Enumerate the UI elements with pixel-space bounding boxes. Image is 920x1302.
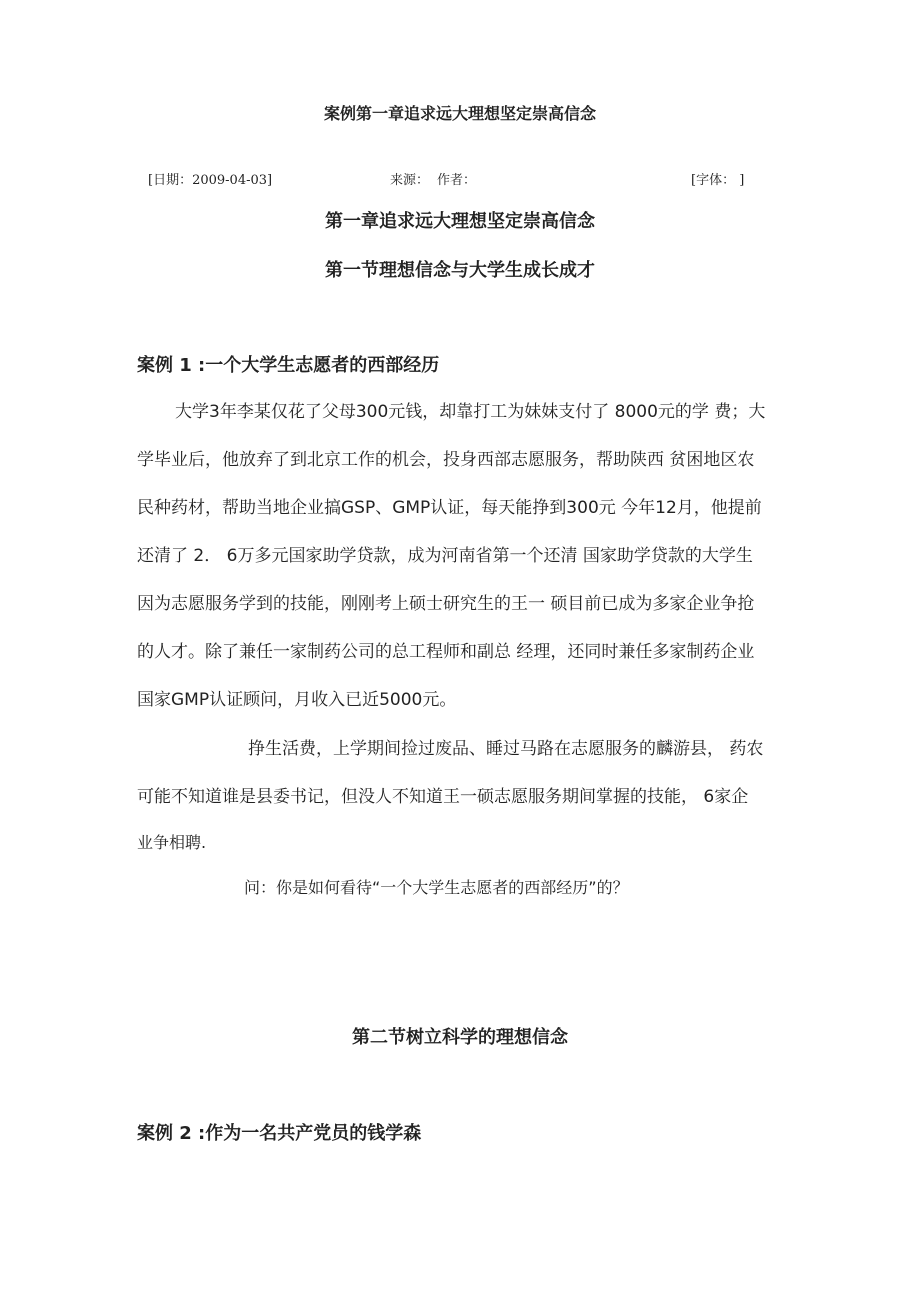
paragraph-line: 大学3年李某仅花了父母300元钱，却靠打工为妹妹支付了 8000元的学 费；大 [175, 402, 766, 422]
paragraph-line: 可能不知道谁是县委书记，但没人不知道王一硕志愿服务期间掌握的技能， 6家企 [137, 787, 749, 807]
paragraph-line: 因为志愿服务学到的技能，刚刚考上硕士研究生的王一 硕目前已成为多家企业争抢 [137, 594, 755, 614]
chapter-heading: 第一章追求远大理想坚定崇高信念 [325, 211, 595, 232]
paragraph-line: 业争相聘. [137, 833, 207, 852]
case-heading-1: 案例 1 :一个大学生志愿者的西部经历 [137, 355, 440, 376]
meta-date: [日期：2009-04-03] [148, 173, 273, 188]
paragraph-line: 的人才。除了兼任一家制药公司的总工程师和副总 经理，还同时兼任多家制药企业 [137, 642, 755, 662]
section-heading-2: 第二节树立科学的理想信念 [352, 1027, 568, 1048]
meta-font-size: [字体： ] [691, 173, 745, 188]
paragraph-line: 民种药材，帮助当地企业搞GSP、GMP认证，每天能挣到300元 今年12月，他提前 [137, 498, 762, 518]
paragraph-line: 还清了 2． 6万多元国家助学贷款，成为河南省第一个还清 国家助学贷款的大学生 [137, 546, 753, 566]
discussion-question: 问：你是如何看待“一个大学生志愿者的西部经历”的？ [244, 878, 629, 897]
paragraph-line: 挣生活费，上学期间捡过废品、睡过马路在志愿服务的麟游县， 药农 [248, 739, 764, 759]
meta-source: 来源： [390, 173, 430, 188]
case-heading-2: 案例 2 :作为一名共产党员的钱学森 [137, 1123, 422, 1144]
meta-author: 作者： [437, 173, 477, 188]
paragraph-line: 国家GMP认证顾问，月收入已近5000元。 [137, 690, 457, 710]
document-title: 案例第一章追求远大理想坚定崇高信念 [323, 104, 596, 123]
section-heading-1: 第一节理想信念与大学生成长成才 [325, 260, 595, 281]
paragraph-line: 学毕业后，他放弃了到北京工作的机会，投身西部志愿服务，帮助陕西 贫困地区农 [137, 450, 755, 470]
